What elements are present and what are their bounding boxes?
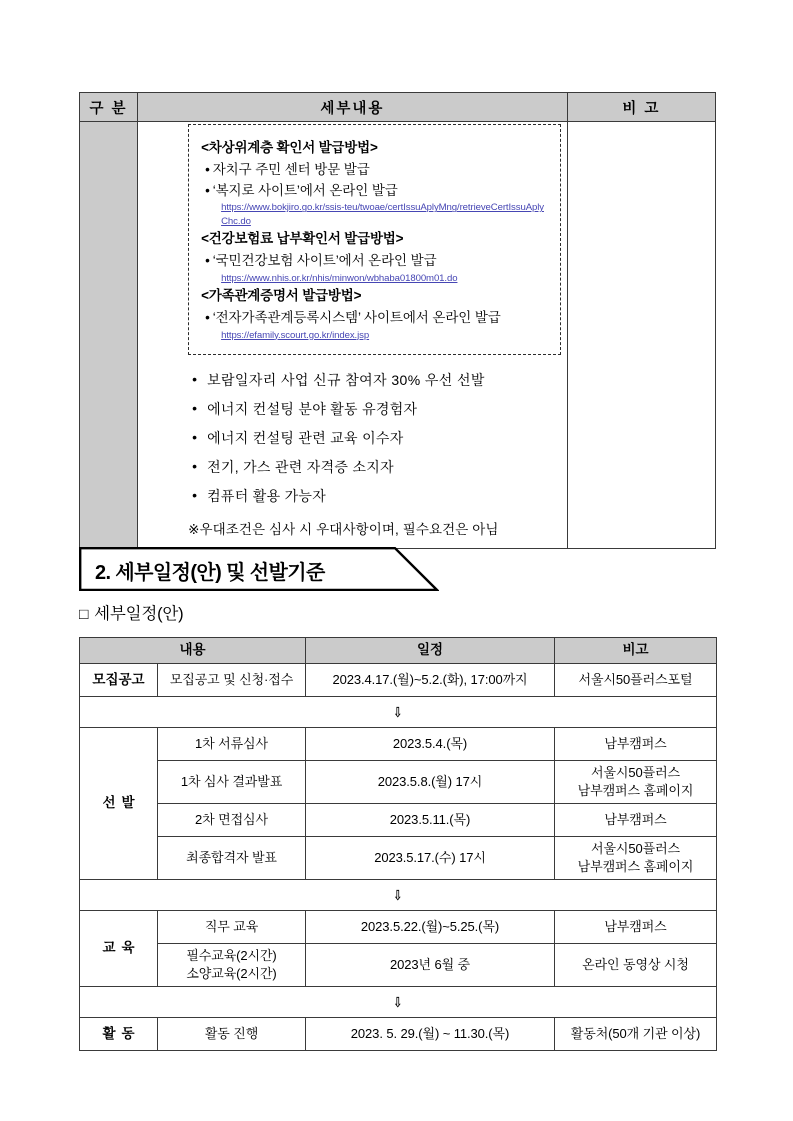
schedule-content: 활동 진행	[158, 1018, 306, 1051]
schedule-date: 2023.5.8.(월) 17시	[306, 761, 555, 804]
issuance-item-text: ‘국민건강보험 사이트’에서 온라인 발급	[212, 253, 437, 269]
issuance-link[interactable]: https://www.nhis.or.kr/nhis/minwon/wbhaba01800m01.do	[221, 272, 458, 284]
issuance-item-text: ‘전자가족관계등록시스템’ 사이트에서 온라인 발급	[212, 310, 501, 326]
preference-item: • 보람일자리 사업 신규 참여자 30% 우선 선발	[192, 373, 567, 387]
schedule-content: 2차 면접심사	[158, 804, 306, 837]
header-content: 내용	[80, 638, 306, 664]
schedule-arrow-row	[80, 697, 717, 728]
eligibility-table	[79, 92, 716, 549]
preference-item: • 에너지 컨설팅 분야 활동 유경험자	[192, 402, 567, 416]
preference-item: • 컴퓨터 활용 가능자	[192, 489, 567, 503]
schedule-remark: 서울시50플러스 남부캠퍼스 홈페이지	[555, 761, 717, 804]
schedule-row	[80, 728, 717, 761]
schedule-row	[80, 944, 717, 987]
down-arrow-glyph: ⇩	[393, 993, 403, 1010]
subsection-label: 세부일정(안)	[94, 605, 184, 623]
subsection-heading	[79, 600, 183, 624]
schedule-remark: 활동처(50개 기관 이상)	[555, 1018, 717, 1051]
schedule-row	[80, 761, 717, 804]
bullet-icon: •	[205, 162, 210, 178]
section-heading	[79, 547, 439, 591]
down-arrow-icon	[80, 880, 717, 911]
cell-bigo-empty	[567, 122, 715, 549]
issuance-link[interactable]: https://www.bokjiro.go.kr/ssis-teu/twoae/certIssuAplyMng/retrieveCertIssuAplyChc.do	[221, 202, 544, 227]
schedule-date: 2023년 6월 중	[306, 944, 555, 987]
schedule-date: 2023.5.4.(목)	[306, 728, 555, 761]
down-arrow-glyph: ⇩	[393, 886, 403, 903]
issuance-group-heading: <차상위계층 확인서 발급방법>	[201, 140, 378, 155]
issuance-group-heading: <가족관계증명서 발급방법>	[201, 287, 362, 303]
preference-note: ※우대조건은 심사 시 우대사항이며, 필수요건은 아님	[188, 521, 499, 537]
schedule-date: 2023. 5. 29.(월) ~ 11.30.(목)	[306, 1018, 555, 1051]
bullet-icon: •	[205, 182, 210, 198]
schedule-row	[80, 837, 717, 880]
issuance-item-text: ‘복지로 사이트’에서 온라인 발급	[212, 182, 398, 198]
schedule-row	[80, 664, 717, 697]
issuance-item-text: 자치구 주민 센터 방문 발급	[212, 162, 370, 178]
schedule-remark: 온라인 동영상 시청	[555, 944, 717, 987]
issuance-group-heading: <건강보험료 납부확인서 발급방법>	[201, 230, 404, 246]
schedule-remark: 남부캠퍼스	[555, 804, 717, 837]
cell-detail-content	[138, 122, 568, 549]
schedule-remark: 서울시50플러스 남부캠퍼스 홈페이지	[555, 837, 717, 880]
issuance-item	[205, 308, 548, 328]
down-arrow-icon	[80, 697, 717, 728]
schedule-stage-label: 선발	[80, 728, 158, 880]
schedule-arrow-row	[80, 880, 717, 911]
section-title: 2. 세부일정(안) 및 선발기준	[95, 562, 325, 584]
preference-item: • 전기, 가스 관련 자격증 소지자	[192, 460, 567, 474]
schedule-arrow-row	[80, 987, 717, 1018]
header-detail: 세부내용	[138, 93, 568, 122]
issuance-link[interactable]: https://efamily.scourt.go.kr/index.jsp	[221, 329, 370, 341]
preference-item: • 에너지 컨설팅 관련 교육 이수자	[192, 431, 567, 445]
schedule-remark: 남부캠퍼스	[555, 728, 717, 761]
schedule-stage-label: 활동	[80, 1018, 158, 1051]
schedule-content: 필수교육(2시간) 소양교육(2시간)	[158, 944, 306, 987]
issuance-item	[205, 251, 548, 271]
preference-list	[192, 373, 567, 503]
schedule-header-row	[80, 638, 717, 664]
down-arrow-icon	[80, 987, 717, 1018]
cell-gubun-empty	[80, 122, 138, 549]
schedule-date: 2023.5.22.(월)~5.25.(목)	[306, 911, 555, 944]
issuance-methods-box	[188, 124, 561, 355]
schedule-table	[79, 637, 717, 1051]
schedule-row	[80, 911, 717, 944]
table-header-row	[80, 93, 716, 122]
schedule-content: 1차 심사 결과발표	[158, 761, 306, 804]
bullet-icon: •	[205, 253, 210, 269]
schedule-remark: 서울시50플러스포털	[555, 664, 717, 697]
bullet-icon: •	[205, 310, 210, 326]
schedule-content: 최종합격자 발표	[158, 837, 306, 880]
header-gubun: 구 분	[80, 93, 138, 122]
schedule-content: 모집공고 및 신청·접수	[158, 664, 306, 697]
issuance-item	[205, 160, 548, 180]
schedule-date: 2023.5.11.(목)	[306, 804, 555, 837]
square-bullet-icon: □	[79, 606, 89, 623]
schedule-date: 2023.4.17.(월)~5.2.(화), 17:00까지	[306, 664, 555, 697]
schedule-content: 직무 교육	[158, 911, 306, 944]
schedule-content: 1차 서류심사	[158, 728, 306, 761]
schedule-row	[80, 1018, 717, 1051]
table-row	[80, 122, 716, 549]
issuance-item	[205, 181, 548, 201]
schedule-stage-label: 교육	[80, 911, 158, 987]
header-bigo: 비 고	[567, 93, 715, 122]
schedule-stage-label: 모집공고	[80, 664, 158, 697]
schedule-row	[80, 804, 717, 837]
header-date: 일정	[306, 638, 555, 664]
header-remark: 비고	[555, 638, 717, 664]
schedule-date: 2023.5.17.(수) 17시	[306, 837, 555, 880]
schedule-remark: 남부캠퍼스	[555, 911, 717, 944]
down-arrow-glyph: ⇩	[393, 703, 403, 720]
